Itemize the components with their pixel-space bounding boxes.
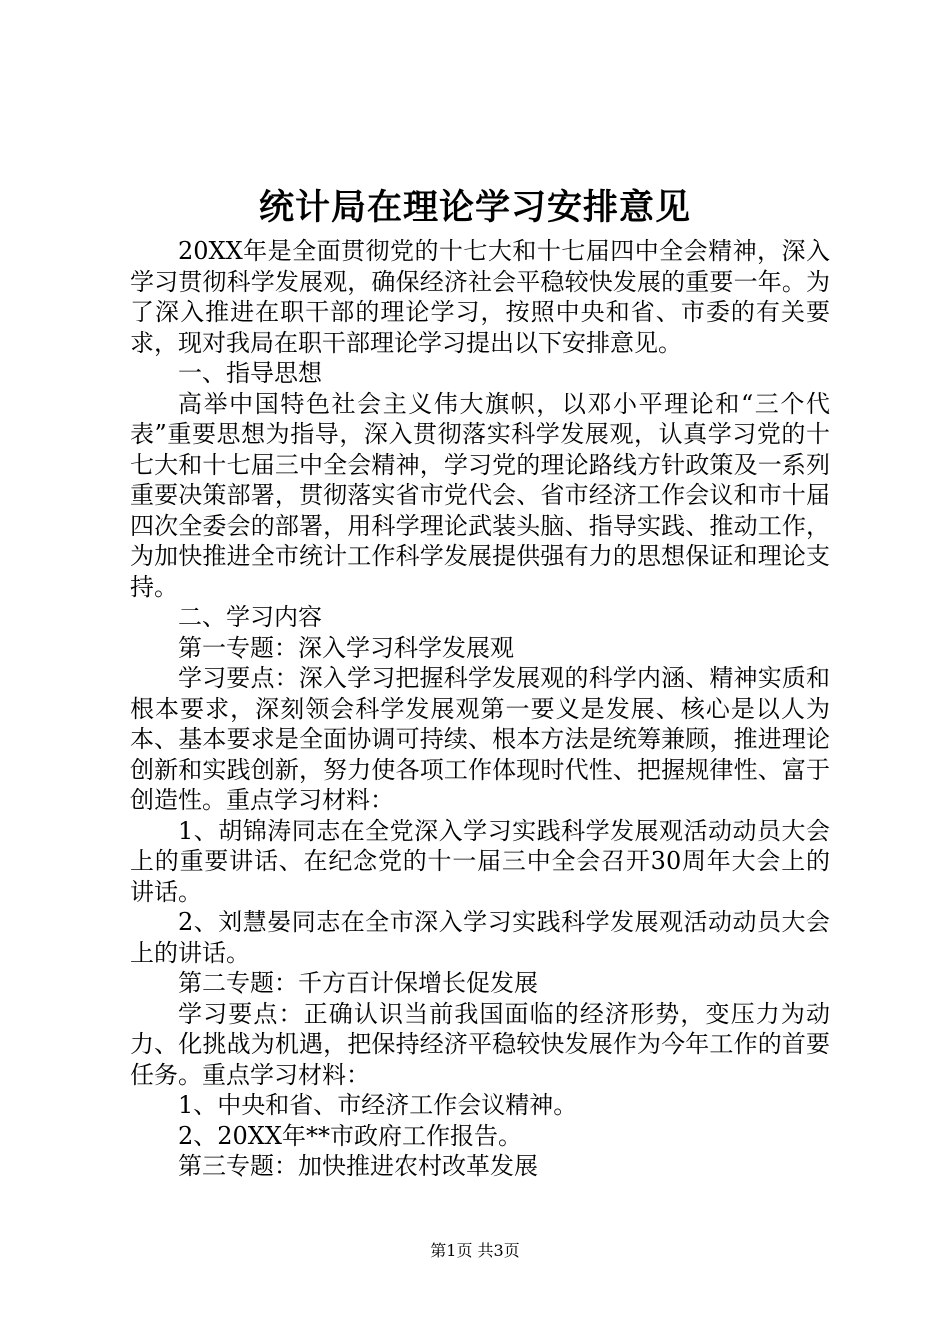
heading-study-content: 二、学习内容	[178, 603, 322, 631]
heading-guiding-ideology: 一、指导思想	[178, 359, 322, 387]
document-title: 统计局在理论学习安排意见	[258, 187, 691, 228]
topic-1-material-1: 1、胡锦涛同志在全党深入学习实践科学发展观活动动员大会上的重要讲话、在纪念党的十一届三中全会召开30周年大会上的讲话。	[130, 816, 830, 906]
paragraph-guiding-ideology: 高举中国特色社会主义伟大旗帜，以邓小平理论和“三个代表”重要思想为指导，深入贯彻落实科学发展观，认真学习党的十七大和十七届三中全会精神，学习党的理论路线方针政策及一系列重要决策部署，贯彻落实省市党代会、省市经济工作会议和市十届四次全委会的部署，用科学理论武装头脑、指导实践、推动工作，为加快推进全市统计工作科学发展提供强有力的思想保证和理论支持。	[130, 389, 830, 601]
topic-2-material-1: 1、中央和省、市经济工作会议精神。	[178, 1091, 578, 1119]
document-body	[130, 236, 830, 1182]
page-footer: 第1页 共3页	[430, 1241, 520, 1260]
topic-2-points: 学习要点：正确认识当前我国面临的经济形势，变压力为动力、化挑战为机遇，把保持经济平稳较快发展作为今年工作的首要任务。重点学习材料：	[130, 999, 830, 1089]
topic-1-material-2: 2、刘慧晏同志在全市深入学习实践科学发展观活动动员大会上的讲话。	[130, 908, 830, 967]
topic-1-title: 第一专题：深入学习科学发展观	[178, 633, 514, 662]
topic-3-title: 第三专题：加快推进农村改革发展	[178, 1152, 538, 1180]
topic-1-points: 学习要点：深入学习把握科学发展观的科学内涵、精神实质和根本要求，深刻领会科学发展观第一要义是发展、核心是以人为本、基本要求是全面协调可持续、根本方法是统筹兼顾，推进理论创新和实践创新，努力使各项工作体现时代性、把握规律性、富于创造性。重点学习材料：	[130, 664, 830, 814]
topic-2-material-2: 2、20XX年**市政府工作报告。	[178, 1121, 522, 1150]
topic-2-title: 第二专题：千方百计保增长促发展	[178, 969, 538, 997]
paragraph-intro: 20XX年是全面贯彻党的十七大和十七届四中全会精神，深入学习贯彻科学发展观，确保经济社会平稳较快发展的重要一年。为了深入推进在职干部的理论学习，按照中央和省、市委的有关要求，现对我局在职干部理论学习提出以下安排意见。	[130, 237, 830, 357]
